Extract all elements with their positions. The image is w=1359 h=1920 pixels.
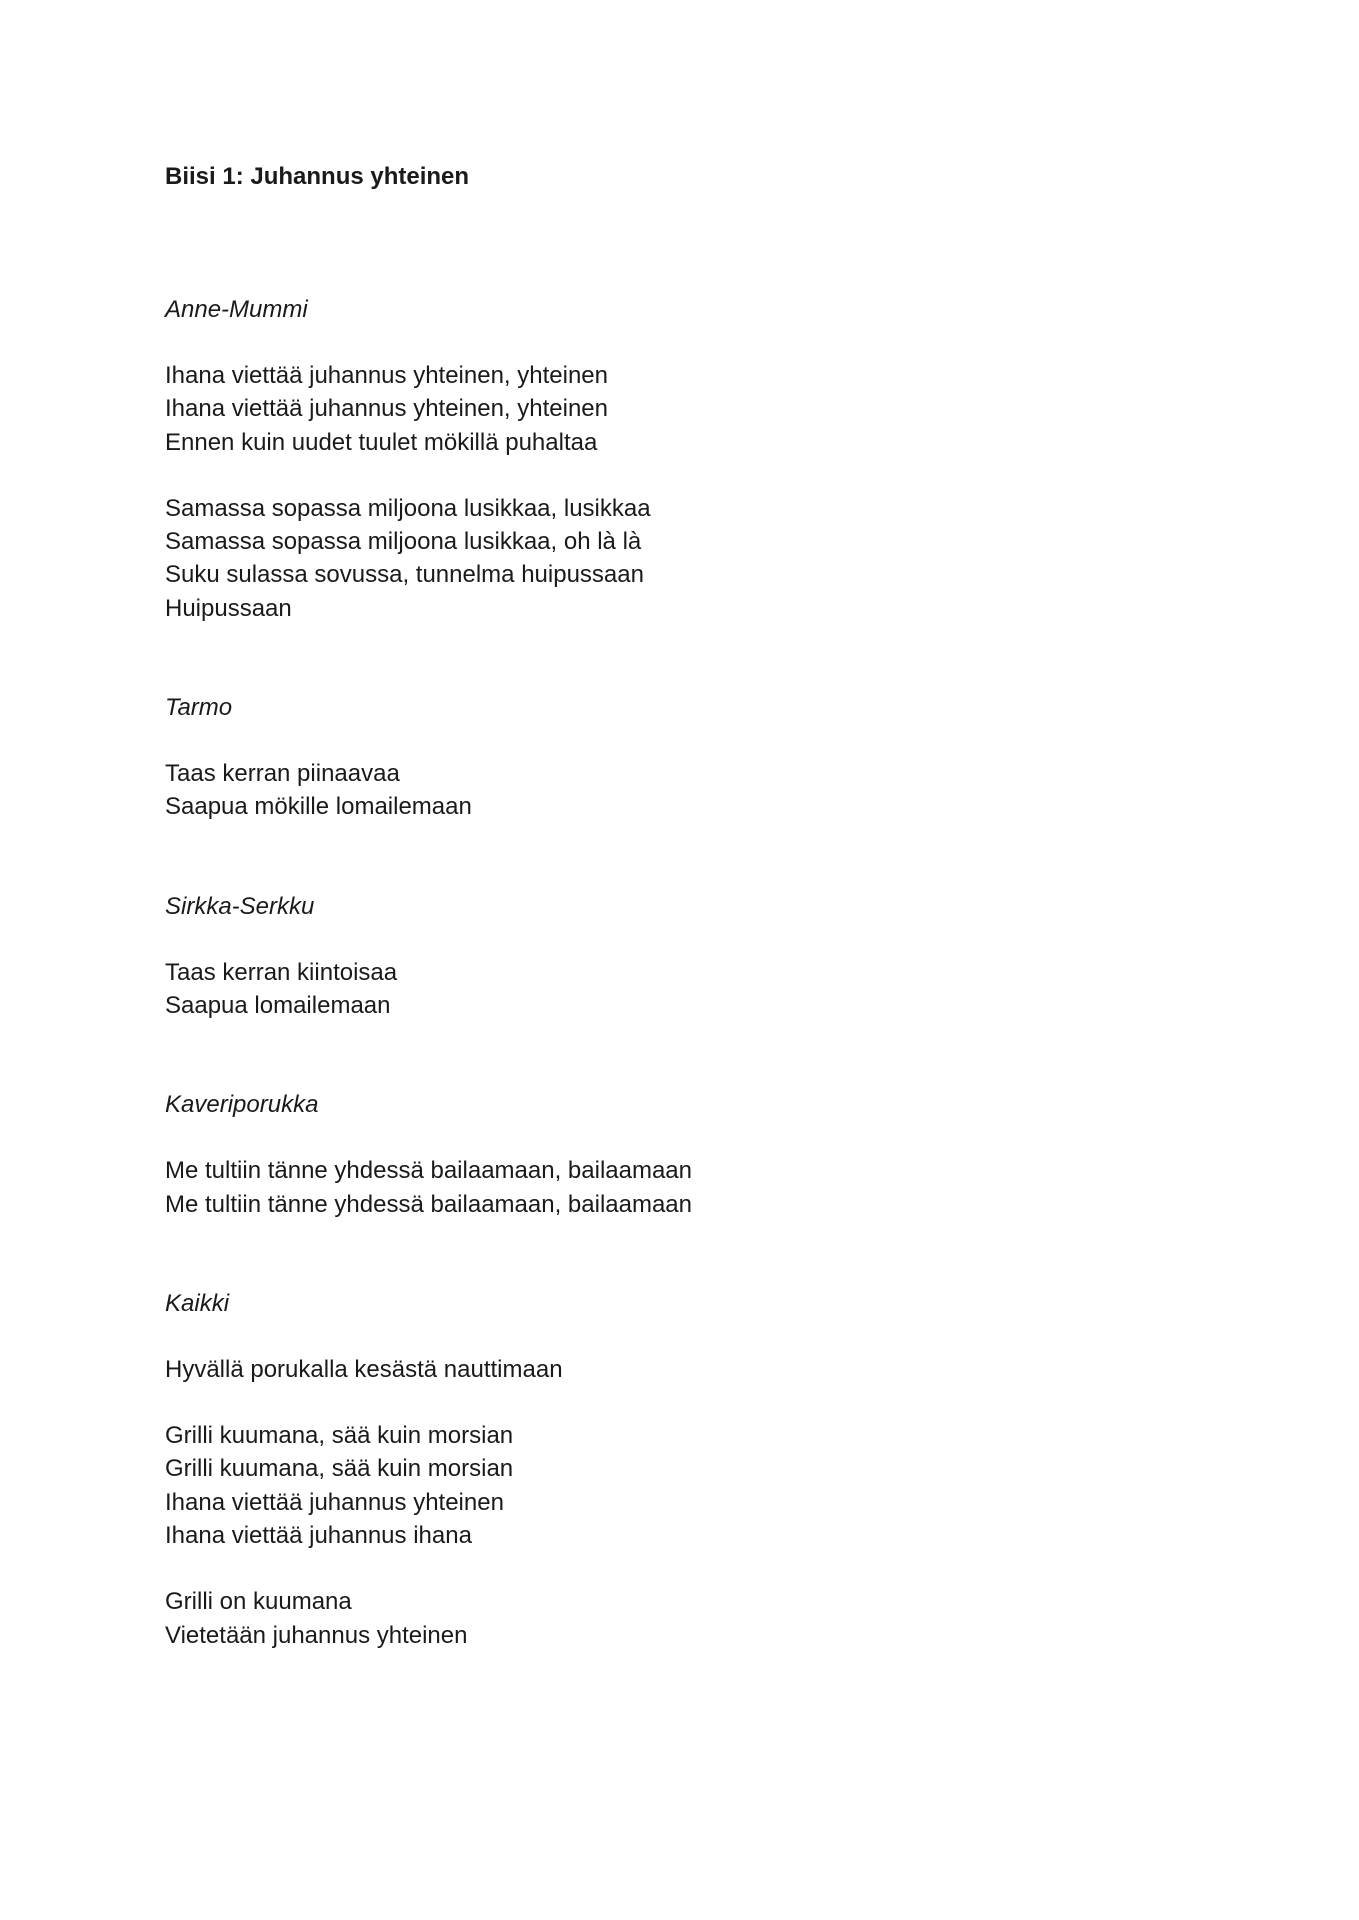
section-sirkka-serkku [165,890,1215,1023]
lyric-line: Me tultiin tänne yhdessä bailaamaan, bailaamaan [165,1157,693,1185]
document-page [165,160,1215,1652]
lyric-line: Ihana viettää juhannus yhteinen, yhteinen [165,395,609,423]
speaker-name: Anne-Mummi [165,296,308,323]
lyric-line: Grilli kuumana, sää kuin morsian [165,1455,514,1483]
lyric-line: Hyvällä porukalla kesästä nauttimaan [165,1355,563,1383]
stanza [165,956,1215,1023]
speaker-name: Kaikki [165,1289,230,1317]
section-kaikki [165,1287,1215,1652]
lyric-line: Samassa sopassa miljoona lusikkaa, oh là là [165,528,642,556]
lyric-line: Ihana viettää juhannus ihana [165,1522,472,1550]
lyric-line: Samassa sopassa miljoona lusikkaa, lusikkaa [165,494,651,522]
stanza [165,492,1215,625]
speaker-name: Sirkka-Serkku [165,892,315,920]
lyric-line: Suku sulassa sovussa, tunnelma huipussaan [165,561,644,589]
lyric-line: Saapua lomailemaan [165,991,391,1019]
section-kaveriporukka [165,1088,1215,1221]
stanza [165,1585,1215,1652]
stanza [165,1353,1215,1386]
stanza [165,1154,1215,1221]
song-title: Biisi 1: Juhannus yhteinen [165,163,470,190]
section-tarmo [165,691,1215,824]
stanza [165,1419,1215,1552]
lyric-line: Ennen kuin uudet tuulet mökillä puhaltaa [165,428,598,456]
lyric-line: Vietetään juhannus yhteinen [165,1621,468,1649]
lyric-line: Grilli on kuumana [165,1588,352,1616]
lyric-line: Ihana viettää juhannus yhteinen [165,1488,504,1516]
spacer [165,193,1215,293]
section-anne-mummi [165,293,1215,625]
speaker-name: Tarmo [165,694,233,722]
lyric-line: Ihana viettää juhannus yhteinen, yhteinen [165,362,609,389]
lyric-line: Grilli kuumana, sää kuin morsian [165,1422,514,1450]
lyric-line: Huipussaan [165,594,292,622]
stanza [165,757,1215,824]
lyric-line: Me tultiin tänne yhdessä bailaamaan, bailaamaan [165,1190,693,1218]
lyric-line: Saapua mökille lomailemaan [165,793,472,821]
lyric-line: Taas kerran piinaavaa [165,760,400,788]
speaker-name: Kaveriporukka [165,1091,319,1119]
lyric-line: Taas kerran kiintoisaa [165,958,398,986]
stanza [165,359,1215,459]
